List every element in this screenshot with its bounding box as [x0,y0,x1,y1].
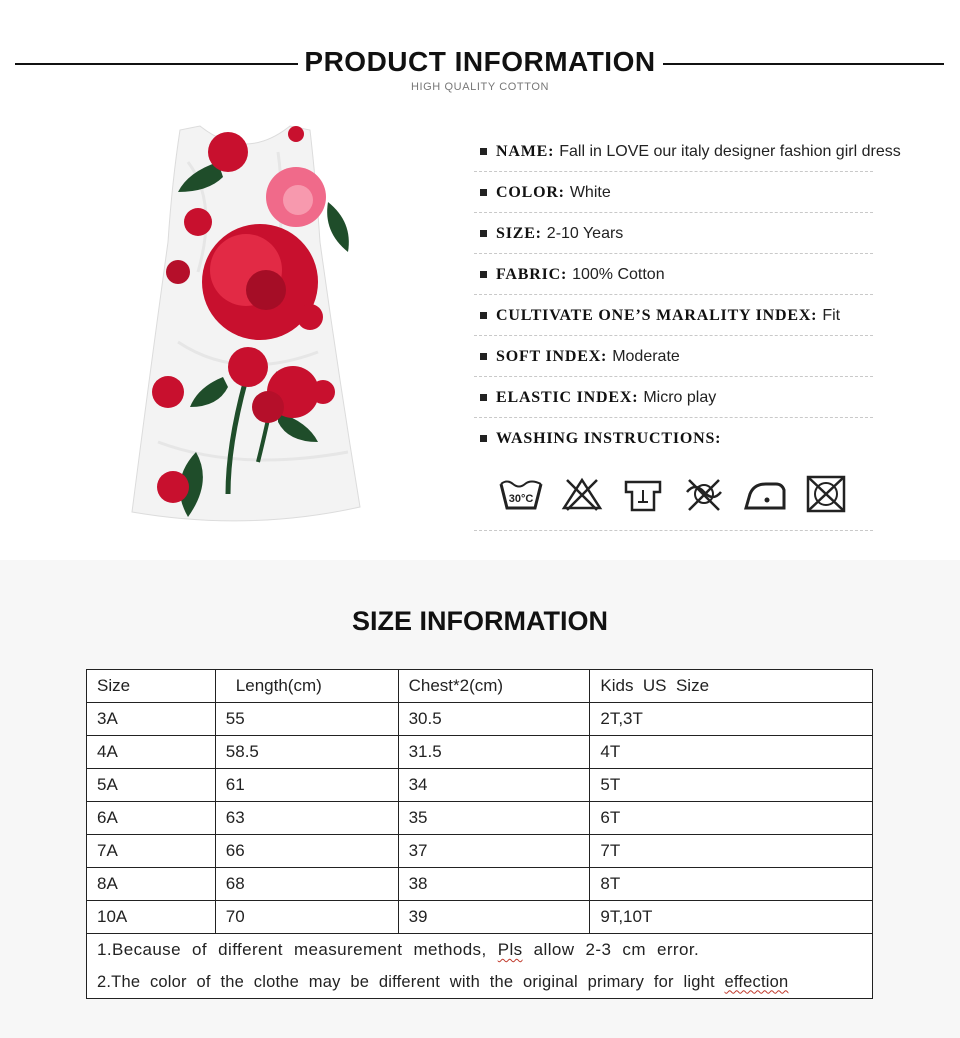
info-value: Fit [822,306,841,324]
cell-us-size: 2T,3T [590,703,873,736]
cell-size: 8A [87,868,216,901]
table-row [87,736,873,769]
info-label: COLOR: [496,183,565,201]
info-value: Micro play [643,388,717,406]
info-label: FABRIC: [496,265,568,283]
header-cell-size: Size [87,670,216,703]
cell-chest: 37 [398,835,590,868]
header-cell-length: Length(cm) [215,670,398,703]
note-measurement-error [87,934,873,967]
low-iron-icon [742,474,788,514]
cell-length: 61 [215,769,398,802]
table-row [87,868,873,901]
info-value: White [569,183,611,201]
bullet-icon [480,230,487,237]
note-text: 2.The color of the clothe may be different with the original primary for light [97,972,715,991]
info-label: SIZE: [496,224,542,242]
header-cell-us-size: Kids US Size [590,670,873,703]
info-value: 2-10 Years [546,224,624,242]
info-label: SOFT INDEX: [496,347,608,365]
bullet-icon [480,312,487,319]
info-label: WASHING INSTRUCTIONS: [496,429,722,447]
cell-size: 4A [87,736,216,769]
cell-length: 66 [215,835,398,868]
table-note-row [87,934,873,967]
cell-length: 63 [215,802,398,835]
cell-chest: 38 [398,868,590,901]
cell-us-size: 4T [590,736,873,769]
table-note-row [87,966,873,999]
table-header-row [87,670,873,703]
product-info-list [474,132,954,531]
note-text: 1.Because of different measurement methods, [97,940,487,959]
bullet-icon [480,271,487,278]
table-row [87,703,873,736]
no-dry-clean-icon [803,474,849,514]
info-row-color [474,173,873,213]
note-text: allow 2-3 cm error. [533,940,700,959]
hang-dry-icon [620,474,666,514]
product-information-header [0,40,960,100]
info-label: CULTIVATE ONE’S MARALITY INDEX: [496,306,818,324]
bullet-icon [480,394,487,401]
info-label: ELASTIC INDEX: [496,388,639,406]
size-table [86,669,873,999]
info-row-fabric [474,255,873,295]
table-row [87,769,873,802]
cell-chest: 34 [398,769,590,802]
cell-size: 3A [87,703,216,736]
table-row [87,835,873,868]
info-row-washing [474,419,873,458]
note-color-difference [87,966,873,999]
washing-icons-row [474,458,873,531]
bullet-icon [480,189,487,196]
info-value: 100% Cotton [572,265,665,283]
info-label: NAME: [496,142,555,160]
size-information-title: SIZE INFORMATION [352,606,608,636]
info-row-size [474,214,873,254]
bullet-icon [480,148,487,155]
cell-us-size: 6T [590,802,873,835]
product-information-subtitle: HIGH QUALITY COTTON [410,81,550,93]
info-row-morality-index [474,296,873,336]
cell-size: 6A [87,802,216,835]
info-value: Fall in LOVE our italy designer fashion girl dress [559,142,901,160]
header-rule-right [663,63,944,65]
info-row-elastic-index [474,378,873,418]
info-value: Moderate [612,347,680,365]
cell-chest: 30.5 [398,703,590,736]
cell-size: 5A [87,769,216,802]
cell-length: 58.5 [215,736,398,769]
cell-us-size: 8T [590,868,873,901]
cell-length: 68 [215,868,398,901]
table-row [87,901,873,934]
cell-length: 55 [215,703,398,736]
cell-size: 10A [87,901,216,934]
product-information-title: PRODUCT INFORMATION [304,46,656,77]
wash-30c-icon [498,474,544,514]
no-tumble-dry-icon [681,474,727,514]
no-bleach-icon [559,474,605,514]
cell-size: 7A [87,835,216,868]
cell-chest: 35 [398,802,590,835]
info-row-soft-index [474,337,873,377]
bullet-icon [480,435,487,442]
bullet-icon [480,353,487,360]
wash-temperature-label: 30°C [508,493,534,505]
cell-chest: 31.5 [398,736,590,769]
cell-length: 70 [215,901,398,934]
cell-us-size: 5T [590,769,873,802]
table-row [87,802,873,835]
note-text-squiggle: effection [724,972,789,991]
header-cell-chest: Chest*2(cm) [398,670,590,703]
cell-us-size: 7T [590,835,873,868]
note-text-squiggle: Pls [497,940,523,959]
info-row-name [474,132,901,172]
cell-chest: 39 [398,901,590,934]
dress-image [128,122,363,532]
cell-us-size: 9T,10T [590,901,873,934]
